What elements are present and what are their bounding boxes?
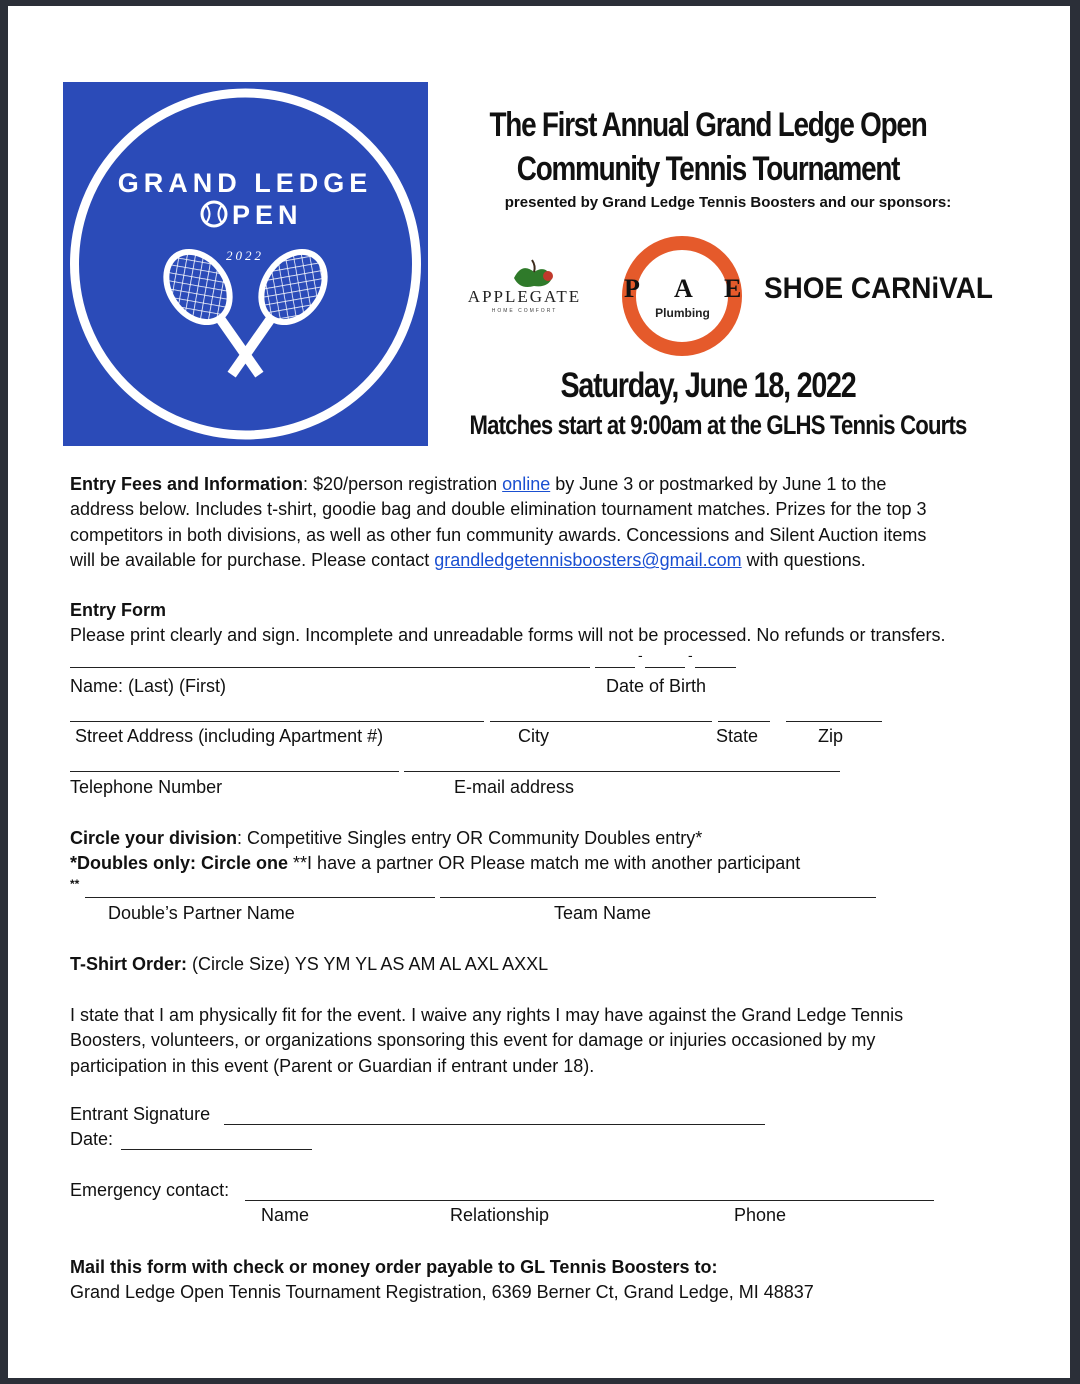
- emergency-contact-line[interactable]: [245, 1200, 934, 1201]
- partner-name-line[interactable]: [85, 897, 435, 898]
- event-time-place: Matches start at 9:00am at the GLHS Tennis Courts: [469, 410, 967, 440]
- entry-fees-text-3: competitors in both divisions, as well as other fun community awards. Concessions and Silent Auction items: [70, 524, 927, 545]
- state-field-line[interactable]: [718, 721, 770, 722]
- name-field-line[interactable]: [70, 667, 590, 668]
- division-heading: Circle your division: [70, 828, 238, 848]
- email-field-line[interactable]: [404, 771, 840, 772]
- division-section: [70, 826, 800, 877]
- online-link[interactable]: online: [502, 474, 551, 494]
- city-label: City: [518, 726, 549, 746]
- city-field-line[interactable]: [490, 721, 712, 722]
- emergency-relationship-label: Relationship: [450, 1205, 550, 1225]
- mail-heading: Mail this form with check or money order payable to GL Tennis Boosters to:: [70, 1257, 718, 1277]
- tennis-ball-icon: [202, 202, 226, 226]
- logo-line1: GRAND LEDGE: [117, 168, 373, 198]
- pae-subtitle: Plumbing: [655, 306, 710, 320]
- waiver-line-3: participation in this event (Parent or Guardian if entrant under 18).: [70, 1055, 595, 1076]
- tshirt-heading: T-Shirt Order:: [70, 954, 188, 974]
- tshirt-sizes[interactable]: (Circle Size) YS YM YL AS AM AL AXL AXXL: [187, 954, 549, 974]
- emergency-name-label: Name: [261, 1205, 310, 1225]
- team-name-label: Team Name: [554, 903, 652, 923]
- emergency-phone-label: Phone: [734, 1205, 787, 1225]
- phone-field-line[interactable]: [70, 771, 399, 772]
- waiver-text: [70, 1003, 903, 1079]
- entry-form-header: [70, 598, 945, 649]
- pae-letter-p: P: [624, 274, 640, 303]
- pae-plumbing-logo: [620, 234, 745, 358]
- street-field-line[interactable]: [70, 721, 484, 722]
- entry-fees-heading: Entry Fees and Information: [70, 474, 304, 494]
- date-label: Date:: [70, 1129, 114, 1149]
- signature-label: Entrant Signature: [70, 1104, 211, 1124]
- entry-fees-section: [70, 472, 927, 574]
- partner-stars: **: [70, 877, 80, 891]
- entry-form-instructions: Please print clearly and sign. Incomplete and unreadable forms will not be processed. No refunds or transfers.: [70, 625, 946, 646]
- waiver-line-1: I state that I am physically fit for the event. I waive any rights I may have against the Grand Ledge Tennis: [70, 1005, 904, 1025]
- partner-name-label: Double’s Partner Name: [108, 903, 295, 923]
- entry-fees-text-4b: with questions.: [741, 550, 866, 571]
- mail-address: Grand Ledge Open Tennis Tournament Registration, 6369 Berner Ct, Grand Ledge, MI 48837: [70, 1282, 814, 1303]
- name-label: Name: (Last) (First): [70, 676, 227, 696]
- emergency-contact-label: Emergency contact:: [70, 1180, 230, 1200]
- email-link[interactable]: grandledgetennisboosters@gmail.com: [434, 550, 742, 571]
- entry-fees-text-4a: will be available for purchase. Please contact: [70, 550, 435, 571]
- signature-line[interactable]: [224, 1124, 765, 1125]
- entry-fees-text-1a: : $20/person registration: [303, 474, 503, 494]
- division-options[interactable]: : Competitive Singles entry OR Community Doubles entry*: [237, 828, 703, 848]
- applegate-name: APPLEGATE: [467, 287, 582, 306]
- dob-month-line[interactable]: [595, 667, 635, 668]
- team-name-line[interactable]: [440, 897, 876, 898]
- mail-section: [70, 1255, 814, 1306]
- applegate-logo: [452, 256, 597, 316]
- waiver-line-2: Boosters, volunteers, or organizations sponsoring this event for damage or injuries occasioned by my: [70, 1030, 876, 1051]
- email-label: E-mail address: [454, 777, 575, 797]
- zip-field-line[interactable]: [786, 721, 882, 722]
- zip-label: Zip: [818, 726, 844, 746]
- dob-day-line[interactable]: [645, 667, 685, 668]
- shoe-carnival-logo: SHOE CARNiVAL: [764, 272, 993, 305]
- dob-label: Date of Birth: [606, 676, 707, 696]
- entry-form-heading: Entry Form: [70, 600, 167, 620]
- pae-letter-a: A: [674, 274, 693, 303]
- street-label: Street Address (including Apartment #): [75, 726, 384, 746]
- presented-by: presented by Grand Ledge Tennis Boosters and our sponsors:: [504, 194, 952, 211]
- tshirt-order[interactable]: [70, 952, 548, 977]
- date-line[interactable]: [121, 1149, 312, 1150]
- pae-letter-e: E: [724, 274, 742, 303]
- doubles-options[interactable]: **I have a partner OR Please match me with another participant: [288, 853, 801, 874]
- phone-label: Telephone Number: [70, 777, 223, 797]
- dob-separator-2: -: [688, 647, 693, 663]
- dob-separator-1: -: [638, 647, 643, 663]
- title-line1: The First Annual Grand Ledge Open: [489, 106, 927, 144]
- entry-fees-text-2: address below. Includes t-shirt, goodie bag and double elimination tournament matches. Prizes for the top 3: [70, 499, 927, 520]
- grand-ledge-open-logo: [63, 82, 428, 446]
- applegate-apple-icon: [452, 256, 597, 316]
- logo-line2: PEN: [232, 200, 303, 230]
- entry-fees-text-1b: by June 3 or postmarked by June 1 to the: [550, 474, 887, 494]
- flyer-page: [8, 6, 1070, 1378]
- dob-year-line[interactable]: [695, 667, 736, 668]
- state-label: State: [716, 726, 759, 746]
- logo-year: 2022: [226, 248, 264, 263]
- doubles-heading: *Doubles only: Circle one: [70, 853, 289, 874]
- title-line2: Community Tennis Tournament: [516, 150, 900, 188]
- logo-graphic: [63, 82, 428, 446]
- applegate-subtitle: HOME COMFORT: [491, 308, 558, 314]
- event-date: Saturday, June 18, 2022: [560, 366, 856, 405]
